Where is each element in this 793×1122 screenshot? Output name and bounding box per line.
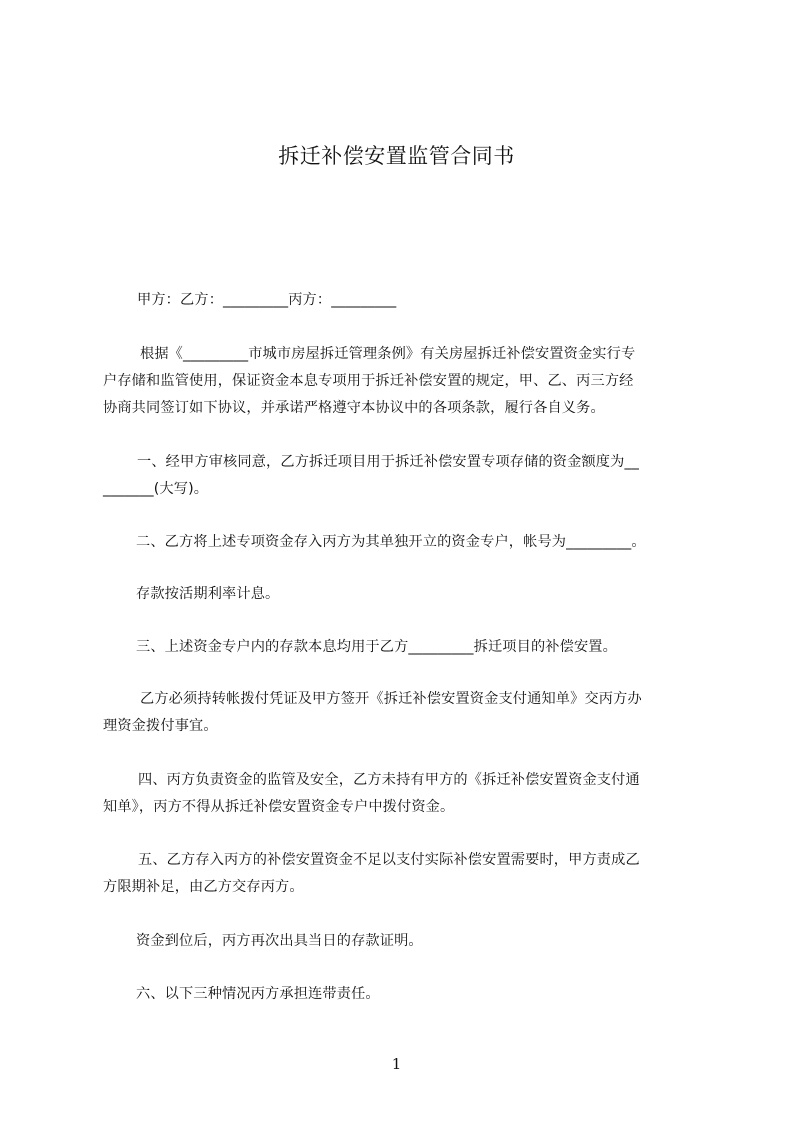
parties-line [137,287,737,314]
clause-3-detail-line-2: 理资金拨付事宜。 [103,718,218,734]
clause-1-line-1: 一、经甲方审核同意，乙方拆迁项目用于拆迁补偿安置专项存储的资金额度为__ [137,454,639,470]
clause-5-line-2: 方限期补足，由乙方交存丙方。 [103,879,304,895]
parties-text: 甲方：乙方：_________丙方：_________ [137,292,397,308]
intro-line-1: 根据《_________市城市房屋拆迁管理条例》有关房屋拆迁补偿安置资金实行专 [140,346,636,362]
clause-1 [103,449,703,503]
intro-line-2: 户存储和监管使用，保证资金本息专项用于拆迁补偿安置的规定，甲、乙、丙三方经 [103,373,634,389]
clause-6 [103,981,703,1008]
document-title: 拆迁补偿安置监管合同书 [278,144,515,168]
clause-4 [103,767,703,821]
clause-5-followup [103,928,703,955]
clause-1-line-2: _______(大写)。 [103,481,209,497]
clause-3-detail-line-1: 乙方必须持转帐拨付凭证及甲方签开《拆迁补偿安置资金支付通知单》交丙方办 [140,691,642,707]
clause-3-text: 三、上述资金专户内的存款本息均用于乙方_________拆迁项目的补偿安置。 [136,639,617,655]
clause-6-text: 六、以下三种情况丙方承担连带责任。 [136,986,380,1002]
intro-line-3: 协商共同签订如下协议，并承诺严格遵守本协议中的各项条款，履行各自义务。 [103,400,605,416]
clause-4-line-2: 知单》，丙方不得从拆迁补偿安置资金专户中拨付资金。 [103,799,455,815]
clause-4-line-1: 四、丙方负责资金的监管及安全，乙方未持有甲方的《拆迁补偿安置资金支付通 [138,772,640,788]
clause-2 [103,529,703,556]
clause-2-interest-text: 存款按活期利率计息。 [136,586,280,602]
page-number: 1 [391,1055,402,1073]
intro-paragraph [103,341,703,422]
clause-3 [103,634,703,661]
clause-5-followup-text: 资金到位后，丙方再次出具当日的存款证明。 [136,933,423,949]
clause-2-text: 二、乙方将上述专项资金存入丙方为其单独开立的资金专户，帐号为_________。 [136,534,646,550]
clause-2-interest [103,581,703,608]
clause-5 [103,847,703,901]
clause-5-line-1: 五、乙方存入丙方的补偿安置资金不足以支付实际补偿安置需要时，甲方责成乙 [138,852,640,868]
clause-3-detail [103,686,703,740]
